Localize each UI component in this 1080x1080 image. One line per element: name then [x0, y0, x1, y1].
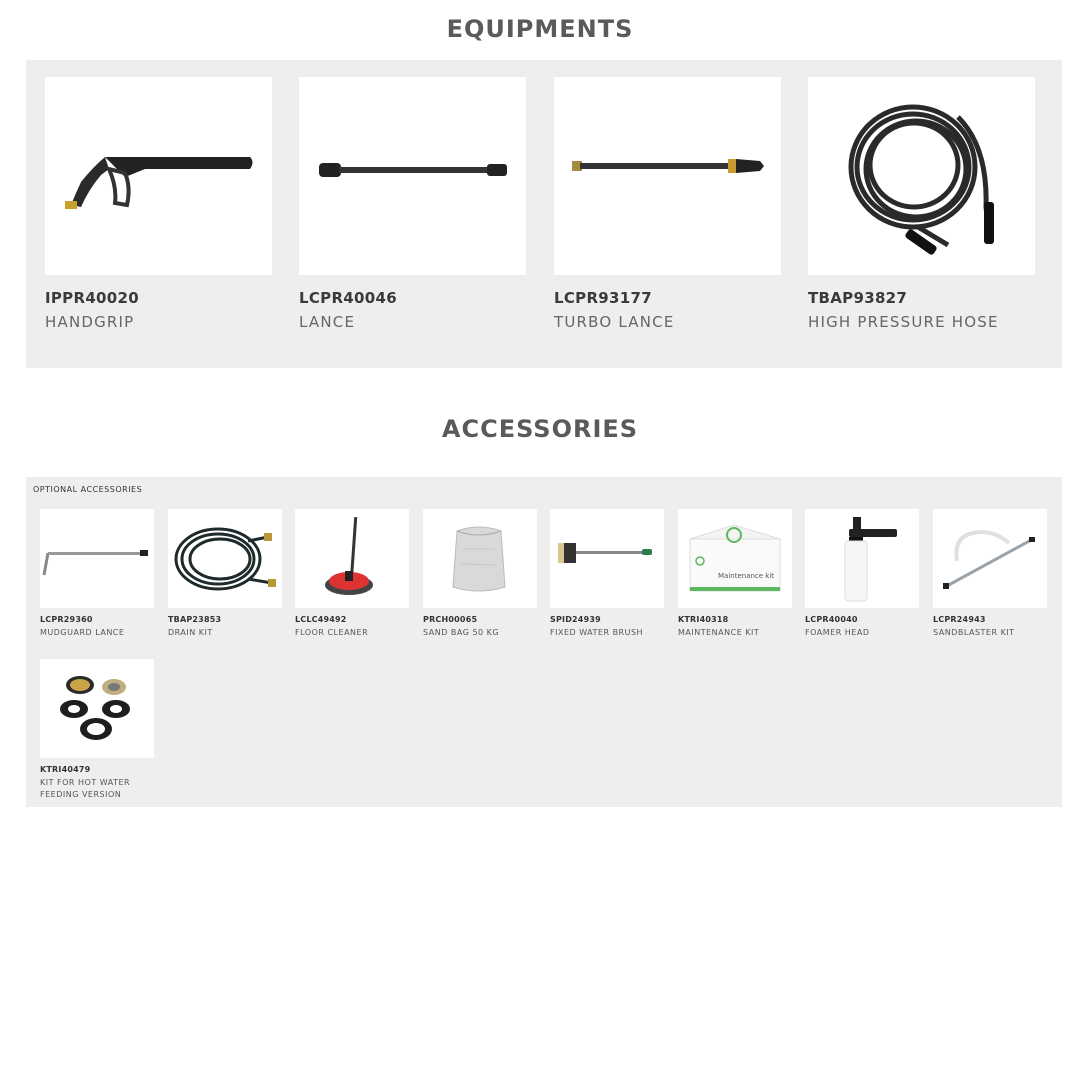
drain-kit-image[interactable] [168, 509, 282, 608]
accessory-name: SANDBLASTER KIT [933, 628, 1015, 637]
accessory-name: SAND BAG 50 KG [423, 628, 500, 637]
accessory-name: DRAIN KIT [168, 628, 213, 637]
maintenance-kit-box-label: Maintenance kit [718, 572, 775, 580]
accessory-name: MUDGUARD LANCE [40, 628, 125, 637]
accessory-code: KTRI40318 [678, 615, 729, 624]
accessory-card[interactable] [678, 509, 792, 639]
accessories-panel [26, 477, 1062, 807]
floor-cleaner-image[interactable] [295, 509, 409, 608]
accessory-card[interactable] [933, 509, 1047, 639]
accessory-name: KIT FOR HOT WATER FEEDING VERSION [40, 778, 131, 799]
accessory-code: LCPR29360 [40, 615, 93, 624]
mudguard-lance-image[interactable] [40, 509, 154, 608]
foamer-head-image[interactable] [805, 509, 919, 608]
sandblaster-kit-image[interactable] [933, 509, 1047, 608]
turbo-lance-image[interactable] [554, 77, 781, 275]
equipment-name: HIGH PRESSURE HOSE [808, 313, 999, 331]
water-brush-image[interactable] [550, 509, 664, 608]
accessory-card[interactable] [40, 509, 154, 639]
equipment-code: IPPR40020 [45, 289, 140, 307]
equipment-code: LCPR40046 [299, 289, 397, 307]
equipment-card[interactable] [299, 77, 526, 331]
equipment-name: TURBO LANCE [554, 313, 675, 331]
accessory-name: FOAMER HEAD [805, 628, 870, 637]
equipments-title: EQUIPMENTS [446, 15, 634, 43]
accessory-name: FLOOR CLEANER [295, 628, 369, 637]
accessory-card[interactable] [295, 509, 409, 639]
equipment-name: HANDGRIP [45, 313, 135, 331]
accessory-name: MAINTENANCE KIT [678, 628, 760, 637]
accessory-card[interactable] [550, 509, 664, 639]
equipment-name: LANCE [299, 313, 356, 331]
hose-image[interactable] [808, 77, 1035, 275]
accessory-code: SPID24939 [550, 615, 601, 624]
hot-water-kit-image[interactable] [40, 659, 154, 758]
equipment-code: TBAP93827 [808, 289, 908, 307]
accessory-card[interactable] [168, 509, 282, 639]
accessory-code: LCPR24943 [933, 615, 986, 624]
accessory-code: KTRI40479 [40, 765, 91, 774]
equipment-card[interactable] [554, 77, 781, 331]
lance-image[interactable] [299, 77, 526, 275]
equipment-card[interactable] [45, 77, 272, 331]
accessory-code: TBAP23853 [168, 615, 222, 624]
equipment-card[interactable] [808, 77, 1035, 331]
accessory-code: PRCH00065 [423, 615, 478, 624]
accessories-title: ACCESSORIES [441, 415, 639, 443]
accessory-card[interactable] [423, 509, 537, 639]
handgrip-image[interactable] [45, 77, 272, 275]
accessory-name: FIXED WATER BRUSH [550, 628, 644, 637]
optional-accessories-caption: OPTIONAL ACCESSORIES [33, 485, 143, 494]
accessory-card[interactable] [40, 659, 154, 801]
equipment-code: LCPR93177 [554, 289, 652, 307]
equipments-panel [26, 60, 1062, 368]
sand-bag-image[interactable] [423, 509, 537, 608]
accessory-code: LCPR40040 [805, 615, 858, 624]
accessory-card[interactable] [805, 509, 919, 639]
accessory-code: LCLC49492 [295, 615, 347, 624]
maintenance-kit-image[interactable] [678, 509, 792, 608]
